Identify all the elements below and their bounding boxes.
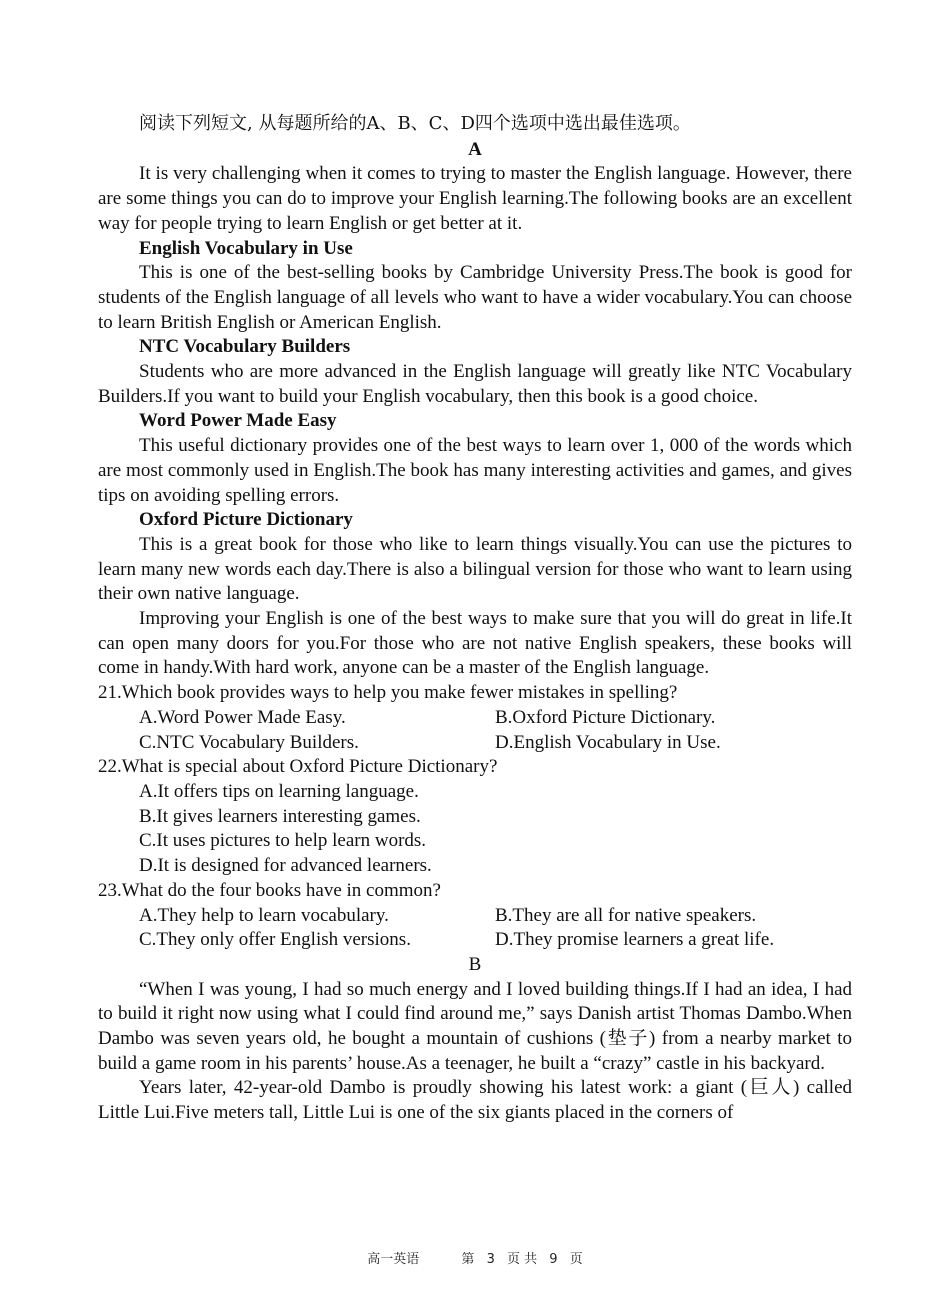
passage-a-intro: It is very challenging when it comes to trying to master the English language. However, there are some things you can do to improve your English learning.The following books are an excellent way for people trying to learn English or get better at it.	[98, 163, 852, 234]
option-a[interactable]: A.It offers tips on learning language.	[139, 780, 419, 802]
option-row	[98, 904, 852, 929]
instruction: 阅读下列短文, 从每题所给的A、B、C、D四个选项中选出最佳选项。	[139, 113, 691, 134]
footer-page-middle: 页 共	[507, 1252, 538, 1267]
exam-page	[98, 112, 852, 1126]
passage-a-conclusion: Improving your English is one of the best ways to make sure that you will do great in life.It can open many doors for you.For those who are not native English speakers, these books will come in handy.With hard work, anyone can be a master of the English language.	[98, 608, 852, 679]
question-stem: 23.What do the four books have in common?	[98, 879, 441, 901]
book-description: This is one of the best-selling books by Cambridge University Press.The book is good for students of the English language of all levels who want to have a wider vocabulary.You can choose to learn British English or American English.	[98, 262, 852, 333]
footer-page-number: 3	[486, 1252, 495, 1267]
option-a[interactable]: A.Word Power Made Easy.	[139, 706, 346, 728]
book-title: English Vocabulary in Use	[139, 237, 353, 259]
book-description: This useful dictionary provides one of the best ways to learn over 1, 000 of the words which are most commonly used in English.The book has many interesting activities and games, and gives tips on avoiding spelling errors.	[98, 435, 852, 506]
footer-total-pages: 9	[549, 1252, 558, 1267]
book-title: Word Power Made Easy	[139, 410, 337, 432]
book-title: NTC Vocabulary Builders	[139, 336, 351, 358]
passage-b-paragraph: Years later, 42-year-old Dambo is proudly showing his latest work: a giant (巨人) called Little Lui.Five meters tall, Little Lui is one of the six giants placed in the corners of	[98, 1077, 852, 1124]
option-c[interactable]: C.It uses pictures to help learn words.	[139, 830, 427, 852]
page-footer	[0, 1248, 950, 1267]
passage-b-label: B	[468, 953, 482, 975]
option-row	[98, 731, 852, 756]
footer-subject: 高一英语	[367, 1252, 420, 1267]
option-d[interactable]: D.It is designed for advanced learners.	[139, 855, 432, 877]
passage-b-paragraph: “When I was young, I had so much energy and I loved building things.If I had an idea, I had to build it right now using what I could find around me,” says Danish artist Thomas Dambo.When Dambo was seven years old, he bought a mountain of cushions (垫子) from a nearby market to build a game room in his parents’ house.As a teenager, he built a “crazy” castle in his backyard.	[98, 978, 852, 1074]
book-title: Oxford Picture Dictionary	[139, 509, 353, 531]
book-description: This is a great book for those who like to learn things visually.You can use the pictures to learn many new words each day.There is also a bilingual version for those who want to learn using their own native language.	[98, 533, 852, 605]
option-b[interactable]: B.Oxford Picture Dictionary.	[495, 706, 716, 728]
option-row	[98, 928, 852, 953]
option-row	[98, 706, 852, 731]
passage-a-label: A	[468, 138, 482, 160]
footer-page-suffix: 页	[569, 1252, 583, 1267]
book-description: Students who are more advanced in the English language will greatly like NTC Vocabulary Builders.If you want to build your English vocabulary, then this book is a good choice.	[98, 361, 852, 407]
option-a[interactable]: A.They help to learn vocabulary.	[139, 904, 389, 926]
footer-page-prefix: 第	[461, 1252, 475, 1267]
question-stem: 21.Which book provides ways to help you make fewer mistakes in spelling?	[98, 682, 678, 704]
question-stem: 22.What is special about Oxford Picture Dictionary?	[98, 756, 498, 778]
option-c[interactable]: C.They only offer English versions.	[139, 929, 411, 951]
option-c[interactable]: C.NTC Vocabulary Builders.	[139, 731, 359, 753]
option-d[interactable]: D.English Vocabulary in Use.	[495, 731, 721, 753]
option-b[interactable]: B.It gives learners interesting games.	[139, 805, 421, 827]
option-d[interactable]: D.They promise learners a great life.	[495, 929, 775, 951]
option-b[interactable]: B.They are all for native speakers.	[495, 904, 757, 926]
